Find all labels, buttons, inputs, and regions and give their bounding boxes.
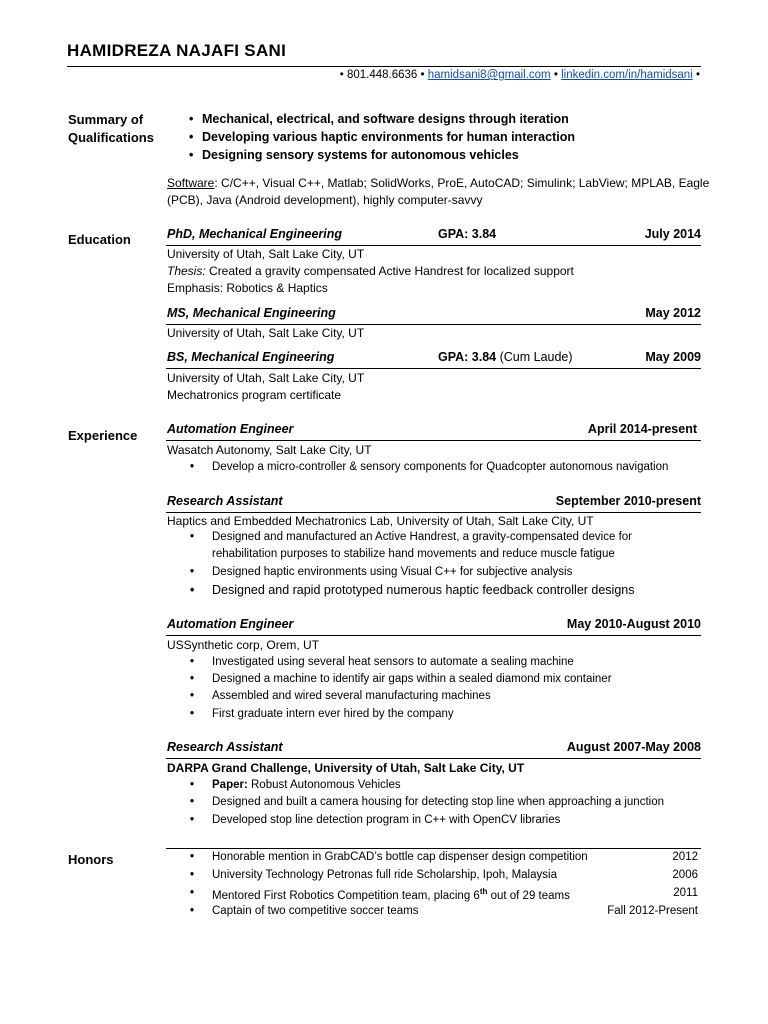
software-line-2: (PCB), Java (Android development), highly computer-savvy [167, 193, 483, 207]
school-bs: University of Utah, Salt Lake City, UT [167, 371, 365, 385]
paper-title: Robust Autonomous Vehicles [247, 779, 401, 791]
school-ms: University of Utah, Salt Lake City, UT [167, 326, 365, 340]
honor-item [212, 887, 570, 902]
degree-bs: BS, Mechanical Engineering [167, 350, 335, 364]
bullet: • [695, 69, 700, 81]
emphasis-line: Emphasis: Robotics & Haptics [167, 281, 328, 295]
summary-bullet: • Mechanical, electrical, and software designs through iteration [202, 112, 569, 126]
divider [166, 245, 701, 246]
job-item: • Designed and rapid prototyped numerous haptic feedback controller designs [212, 583, 635, 597]
school-phd: University of Utah, Salt Lake City, UT [167, 247, 365, 261]
gpa-note: (Cum Laude) [496, 350, 573, 364]
software-list: : C/C++, Visual C++, Matlab; SolidWorks, ProE, AutoCAD; Simulink; LabView; MPLAB, Eagle [214, 176, 710, 190]
resume-name: HAMIDREZA NAJAFI SANI [67, 41, 287, 60]
honor-item: • University Technology Petronas full ride Scholarship, Ipoh, Malaysia [212, 869, 557, 881]
honor-text: Mentored First Robotics Competition team, placing 6 [212, 889, 480, 902]
section-title-summary [68, 111, 154, 147]
divider [166, 368, 701, 369]
job-item: • First graduate intern ever hired by the company [212, 708, 454, 720]
job-item [212, 779, 401, 791]
summary-bullet: • Designing sensory systems for autonomous vehicles [202, 148, 519, 162]
section-title-line: Qualifications [68, 130, 154, 145]
divider [166, 440, 701, 441]
job-date: April 2014-present [587, 422, 697, 436]
job-item: • Investigated using several heat sensors to automate a sealing machine [212, 656, 574, 668]
job-item-continued: rehabilitation purposes to stabilize hand movements and reduce muscle fatigue [212, 548, 615, 560]
divider [166, 324, 701, 325]
job-item: • Designed and manufactured an Active Handrest, a gravity-compensated device for [212, 531, 632, 543]
job-org: Wasatch Autonomy, Salt Lake City, UT [167, 443, 372, 457]
gpa-value: GPA: 3.84 [438, 350, 497, 364]
honor-year: 2011 [673, 887, 698, 899]
job-org [167, 514, 594, 528]
lab-name: Haptics and Embedded Mechatronics Lab [167, 514, 390, 528]
honor-year: Fall 2012-Present [607, 905, 698, 917]
job-role: Automation Engineer [167, 617, 294, 631]
job-org: DARPA Grand Challenge, University of Utah, Salt Lake City, UT [167, 761, 525, 775]
job-date: August 2007-May 2008 [566, 740, 701, 754]
job-item: • Developed stop line detection program in C++ with OpenCV libraries [212, 814, 560, 826]
honor-year: 2006 [672, 869, 698, 881]
job-role: Automation Engineer [167, 422, 294, 436]
honor-text: out of 29 teams [487, 889, 570, 902]
lab-location: , University of Utah, Salt Lake City, UT [389, 514, 594, 528]
divider [166, 635, 701, 636]
thesis-label: Thesis: [167, 264, 206, 278]
section-title-experience: Experience [68, 428, 138, 443]
date-phd: July 2014 [644, 227, 701, 241]
divider [166, 848, 701, 849]
header-divider [67, 66, 701, 67]
job-date: May 2010-August 2010 [566, 617, 701, 631]
thesis-title: Created a gravity compensated Active Handrest for localized support [205, 264, 574, 278]
date-bs: May 2009 [645, 350, 701, 364]
contact-line [340, 69, 700, 81]
ordinal-suffix: th [479, 887, 488, 896]
job-item: • Designed haptic environments using Visual C++ for subjective analysis [212, 566, 572, 578]
job-item: • Assembled and wired several manufacturing machines [212, 690, 491, 702]
gpa-phd: GPA: 3.84 [438, 227, 497, 241]
gpa-bs [438, 350, 573, 364]
bullet: • [553, 69, 558, 81]
divider [166, 512, 701, 513]
linkedin-link[interactable]: linkedin.com/in/hamidsani [561, 69, 693, 81]
divider [166, 758, 701, 759]
software-label: Software [167, 176, 215, 190]
software-line [167, 176, 709, 190]
job-role: Research Assistant [167, 740, 283, 754]
degree-ms: MS, Mechanical Engineering [167, 306, 336, 320]
paper-label: Paper: [212, 779, 248, 791]
job-item: • Designed and built a camera housing for detecting stop line when approaching a junction [212, 796, 664, 808]
honor-year: 2012 [672, 851, 698, 863]
job-role: Research Assistant [167, 494, 283, 508]
email-link[interactable]: hamidsani8@gmail.com [427, 69, 551, 81]
job-item: • Designed a machine to identify air gaps within a sealed diamond mix container [212, 673, 612, 685]
honor-item: • Captain of two competitive soccer teams [212, 905, 418, 917]
honor-item: • Honorable mention in GrabCAD’s bottle cap dispenser design competition [212, 851, 588, 863]
job-org: USSynthetic corp, Orem, UT [167, 638, 320, 652]
section-title-line: Summary of [68, 112, 144, 127]
date-ms: May 2012 [645, 306, 701, 320]
degree-phd: PhD, Mechanical Engineering [167, 227, 343, 241]
bullet: • [420, 69, 425, 81]
summary-bullet: • Developing various haptic environments for human interaction [202, 130, 575, 144]
phone-number: 801.448.6636 [346, 69, 418, 81]
job-item: • Develop a micro-controller & sensory components for Quadcopter autonomous navigation [212, 461, 668, 473]
certificate-line: Mechatronics program certificate [167, 388, 342, 402]
thesis-line [167, 264, 574, 278]
section-title-education: Education [68, 232, 131, 247]
section-title-honors: Honors [68, 852, 114, 867]
bullet: • [339, 69, 344, 81]
job-date: September 2010-present [555, 494, 701, 508]
